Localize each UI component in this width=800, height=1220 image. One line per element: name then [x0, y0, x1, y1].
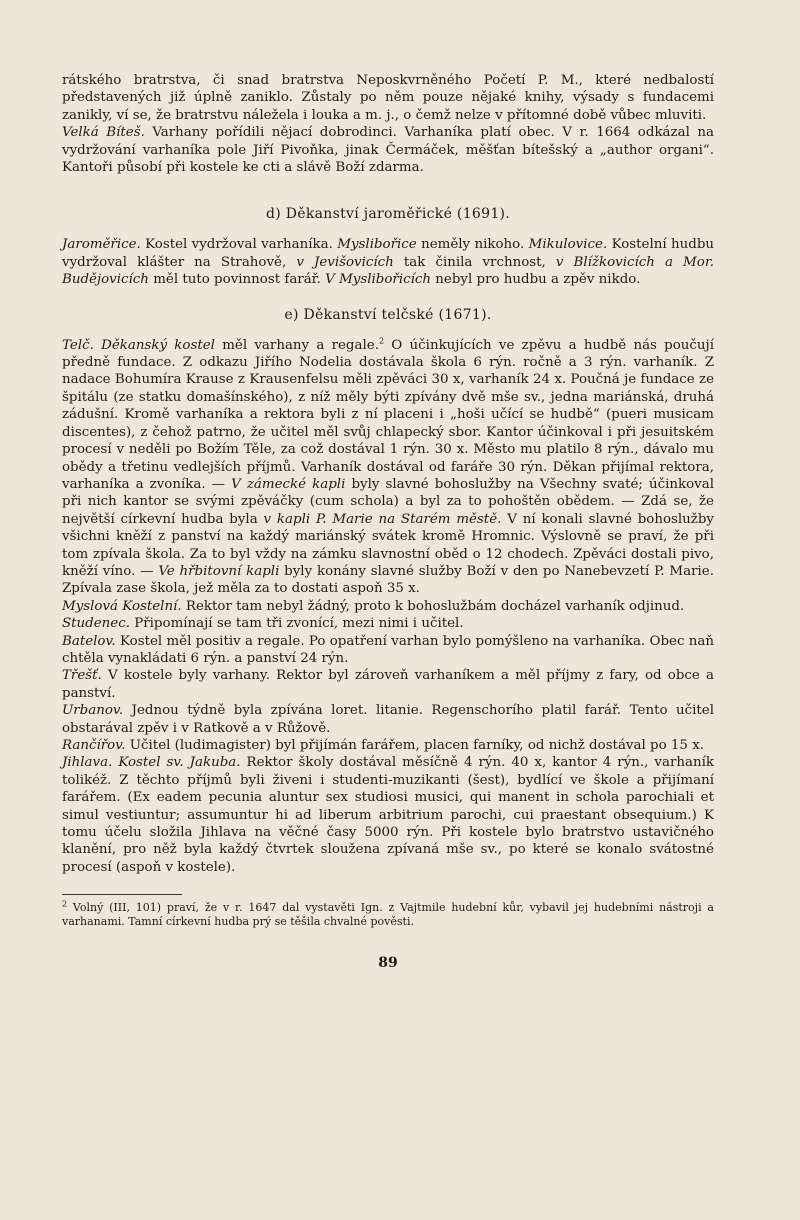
place-name: Děkanský kostel: [101, 337, 215, 353]
paragraph-rancirov: Rančířov. Učitel (ludimagister) byl přijímán farářem, placen farníky, od nichž dostával po 15 x.: [62, 738, 705, 753]
paragraph-urbanov: Urbanov. Jednou týdně byla zpívána loret. litanie. Regenschorího platil farář. Tento učitel obstarával zpěv i v Ratkově a v Růžově.: [62, 703, 714, 736]
paragraph-jihlava: Jihlava. Kostel sv. Jakuba. Rektor školy dostával měsíčně 4 rýn. 40 x, kantor 4 rýn., varhaník tolikéž. Z těchto příjmů byli živeni i studenti-muzikanti (šest), bydlící ve škole a přijímaní farářem. (Ex eadem pecunia aluntur sex studiosi musici, qui manent in schola parochiali et simul vestiuntur; assumuntur hi ad liberum arbitrium parochi, cui praestant obsequium.) K tomu účelu složila Jihlava na věčné časy 5000 rýn. Při kostele bylo bratrstvo ustavičného klanění, pro něž byla každý čtvrtek sloužena zpívaná mše sv., po které se konalo svátostné procesí (aspoň v kostele).: [62, 755, 714, 875]
page-number: 89: [378, 955, 398, 972]
paragraph-studenec: Studenec. Připomínají se tam tři zvonící, mezi nimi i učitel.: [62, 616, 464, 632]
paragraph-velka-bites: Velká Bíteš. Varhany pořídili nějací dobrodinci. Varhaníka platí obec. V r. 1664 odkázal na vydržování varhaníka pole Jiří Pivoňka, jinak Čermáček, měšťan bítešský a „author organi“. Kantoři působí při kostele ke cti a slávě Boží zdarma.: [62, 125, 714, 176]
place-name: V zámecké kapli: [231, 476, 346, 492]
section-heading-telc: e) Děkanství telčské (1671).: [284, 306, 492, 323]
section-heading-jaromerice: d) Děkanství jaroměřické (1691).: [265, 206, 511, 223]
footnote-divider: [62, 894, 182, 895]
paragraph-jaromerice: Jaroměřice. Kostel vydržoval varhaníka. Myslibořice neměly nikoho. Mikulovice. Kostelní hudbu vydržoval klášter na Strahově, v Jevišovicích tak činila vrchnost, v Blížkovicích a Mor. Budějovicích měl tuto povinnost farář. V Myslibořicích nebyl pro hudbu a zpěv nikdo.: [62, 237, 715, 288]
footnote: $^2$ Volný (III, 101) praví, že v r. 1647 dal vystavěti Ign. z Vajtmile hudební kůr, vybavil jej hudebními nástroji a varhanami. Tamní církevní hudba prý se těšila chvalné pověsti.: [62, 899, 714, 929]
place-name: Urbanov.: [62, 703, 124, 719]
place-name: Třešť.: [62, 668, 102, 684]
paragraph-trest: Třešť. V kostele byly varhany. Rektor byl zároveň varhaníkem a měl příjmy z fary, od obce a panství.: [62, 668, 714, 701]
place-name: Myslová Kostelní.: [62, 598, 182, 614]
place-name: v Jevišovicích: [296, 254, 394, 270]
place-name: Jihlava. Kostel sv. Jakuba.: [62, 755, 241, 771]
paragraph-myslova: Myslová Kostelní. Rektor tam nebyl žádný, proto k bohoslužbám docházel varhaník odjinud.: [62, 598, 685, 614]
place-name: v kapli P. Marie na Starém městě.: [263, 511, 502, 527]
place-name: Velká Bíteš.: [62, 125, 145, 141]
place-name: Ve hřbitovní kapli: [158, 563, 280, 579]
footnote-mark: 2: [62, 899, 68, 909]
paragraph-batelov: Batelov. Kostel měl positiv a regale. Po opatření varhan bylo pomýšleno na varhaníka. Obec naň chtěla vynakládati 6 rýn. a panství 24 rýn.: [62, 633, 714, 666]
paragraph-telc: Telč. Děkanský kostel měl varhany a regale.$^2$ O účinkujících ve zpěvu a hudbě nás poučují předně fundace. Z odkazu Jiřího Nodelia dostávala škola 6 rýn. ročně a 3 rýn. varhaník. Z nadace Bohumíra Krause z Krausenfelsu měli zpěváci 30 x, varhaník 24 x. Poučná je fundace ze špitálu (ze statku domašínského), z níž měly býti zpívány dvě mše sv., jedna mariánská, druhá zádušní. Kromě varhaníka a rektora byli z ní placeni i „hoši učící se hudbě“ (pueri musicam discentes), z čehož patrno, že učitel měl svůj chlapecký sbor. Kantor účinkoval i při jesuitském procesí v neděli po Božím Těle, za což dostával 1 rýn. 30 x. Město mu platilo 8 rýn., dávalo mu obědy a třetinu vedlejších příjmů. Varhaník dostával od faráře 30 rýn. Děkan přijímal rektora, varhaníka a zvoníka. — V zámecké kapli byly slavné bohoslužby na Všechny svaté; účinkoval při nich kantor se svými zpěváčky (cum schola) a byl za to pohoštěn obědem. — Zdá se, že největší církevní hudba byla v kapli P. Marie na Starém městě. V ní konali slavné bohoslužby všichni kněží z panství na každý mariánský svátek kromě Hromnic. Výslovně se praví, že při tom zpívala škola. Za to byl vždy na zámku slavnostní oběd o 12 chodech. Zpěváci dostali pivo, kněží víno. — Ve hřbitovní kapli byly konány slavné služby Boží v den po Nanebevzetí P. Marie. Zpívala zase škola, jež měla za to dostati aspoň 35 x.: [62, 336, 715, 597]
place-name: Batelov.: [62, 633, 116, 649]
place-name: Jaroměřice.: [62, 237, 141, 253]
place-name: Studenec.: [62, 616, 130, 632]
place-name: v Blížkovicích a Mor. Budějovicích: [62, 254, 715, 288]
place-name: V Myslibořicích: [325, 272, 432, 288]
footnote-mark: 2: [378, 336, 385, 346]
place-name: Telč.: [62, 337, 94, 353]
place-name: Rančířov.: [62, 738, 126, 753]
place-name: Myslibořice: [337, 237, 417, 253]
paragraph-intro: rátského bratrstva, či snad bratrstva Neposkvrněného Početí P. M., které nedbalostí představených již úplně zaniklo. Zůstaly po něm pouze nějaké knihy, výsady s fundacemi zanikly, ví se, že bratrstvu náležela i louka a m. j., o čemž nelze v přítomné době vůbec mluviti.: [62, 73, 714, 123]
place-name: Mikulovice.: [528, 237, 608, 253]
